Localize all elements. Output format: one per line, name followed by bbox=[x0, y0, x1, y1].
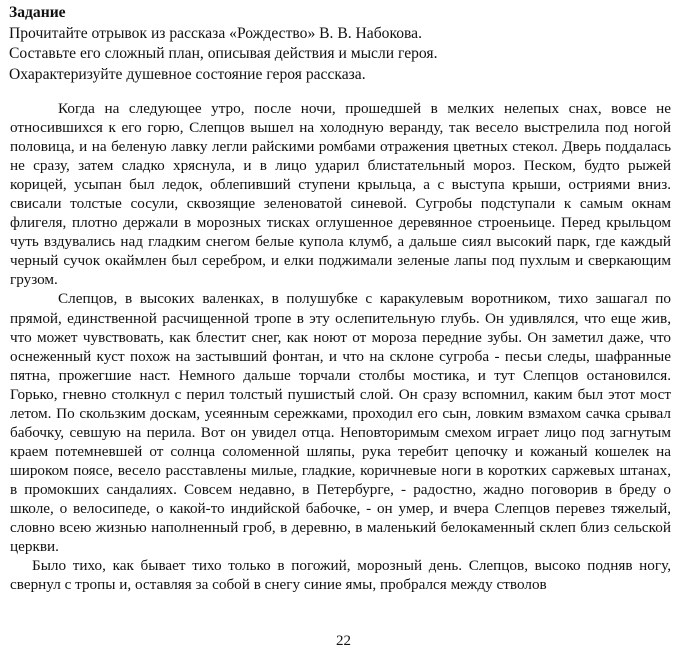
story-excerpt bbox=[10, 99, 671, 594]
assignment-line-characterize: Охарактеризуйте душевное состояние героя рассказа. bbox=[9, 65, 366, 83]
excerpt-paragraph: Было тихо, как бывает тихо только в погожий, морозный день. Слепцов, высоко подняв ногу, свернул с тропы и, оставляя за собой в снегу синие ямы, пробрался между стволов bbox=[10, 557, 671, 594]
assignment-heading: Задание bbox=[9, 4, 66, 21]
assignment-line-read: Прочитайте отрывок из рассказа «Рождество» В. В. Набокова. bbox=[9, 24, 423, 42]
excerpt-paragraph: Слепцов, в высоких валенках, в полушубке с каракулевым воротником, тихо зашагал по прямой, единственной расчищенной тропе в эту ослепительную глубь. Он удивлялся, что еще жив, что может чувствовать, как блестит снег, как ноют от мороза передние зубы. Он заметил даже, что оснеженный куст похож на застывший фонтан, и что на склоне сугроба - песьи следы, шафранные пятна, прожегшие наст. Немного дальше торчали столбы мостика, и тут Слепцов остановился. Горько, гневно столкнул с перил толстый пушистый слой. Он сразу вспомнил, каким был этот мост летом. По скользким доскам, усеянным сережками, проходил его сын, ловким взмахом сачка срывал бабочку, севшую на перила. Вот он увидел отца. Неповторимым смехом играет лицо под загнутым краем потемневшей от солнца соломенной шляпы, рука теребит цепочку и кожаный кошелек на широком поясе, весело расставлены милые, гладкие, коричневые ноги в коротких саржевых штанах, в промокших сандалиях. Совсем недавно, в Петербурге, - радостно, жадно поговорив в бреду о школе, о велосипеде, о какой-то индийской бабочке, - он умер, и вчера Слепцов перевез тяжелый, словно всею жизнью наполненный гроб, в деревню, в маленький белокаменный склеп близ сельской церкви. bbox=[10, 290, 671, 556]
assignment-block bbox=[9, 3, 679, 85]
excerpt-paragraph: Когда на следующее утро, после ночи, прошедшей в мелких нелепых снах, вовсе не относившихся к его горю, Слепцов вышел на холодную веранду, так весело выстрелила под ногой половица, и на беленую лавку легли райскими ромбами отражения цветных стекол. Дверь поддалась не сразу, затем сладко хряснула, и в лицо ударил блистательный мороз. Песком, будто рыжей корицей, усыпан был ледок, облепивший ступени крыльца, а с выступа крыши, остриями вниз. свисали толстые сосули, сквозящие зеленоватой синевой. Сугробы подступали к самым окнам флигеля, плотно держали в морозных тисках оглушенное деревянное строеньице. Перед крыльцом чуть вздувались над гладким снегом белые купола клумб, а дальше сиял высокий парк, где каждый черный сучок окаймлен был серебром, и елки поджимали зеленые лапы под пухлым и сверкающим грузом. bbox=[10, 100, 671, 289]
page-number: 22 bbox=[336, 633, 351, 649]
assignment-line-plan: Составьте его сложный план, описывая действия и мысли героя. bbox=[9, 45, 438, 62]
